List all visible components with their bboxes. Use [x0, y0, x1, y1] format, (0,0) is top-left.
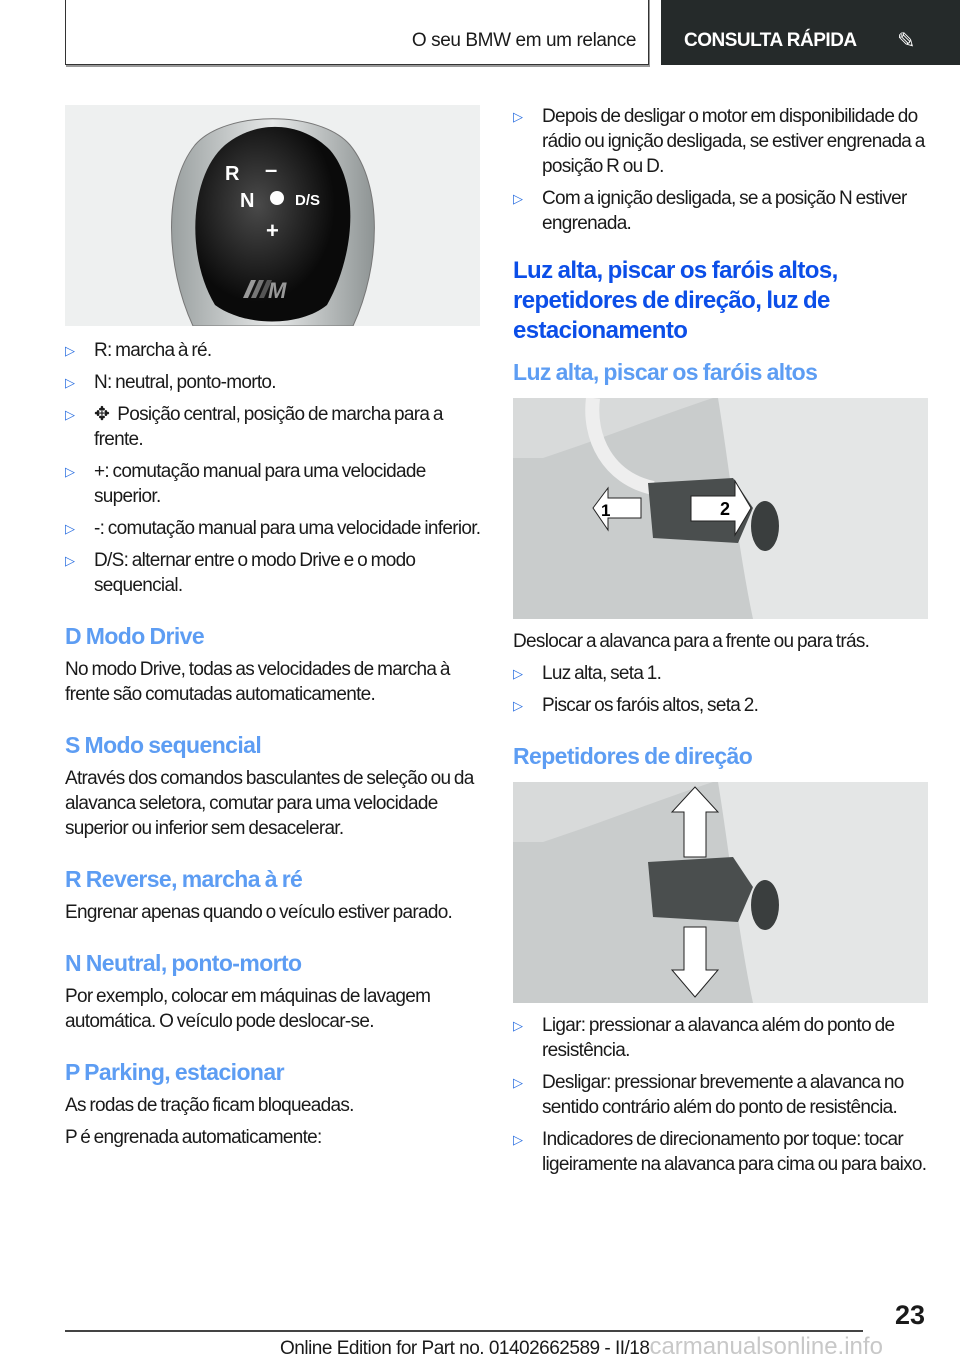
arrow-down-icon	[672, 927, 718, 997]
footer-divider	[65, 1330, 863, 1332]
bullet-triangle-icon: ▷	[513, 1018, 523, 1033]
left-column	[65, 105, 485, 1150]
paragraph: No modo Drive, todas as velocidades de marcha à frente são comutadas automaticamente.	[65, 659, 450, 705]
header-box	[65, 0, 649, 65]
section-heading: Repetidores de direção	[513, 743, 753, 769]
knob-plus-label: +	[266, 218, 279, 243]
list-item	[65, 459, 485, 509]
list-item	[513, 1013, 943, 1063]
list-item	[513, 661, 943, 686]
paragraph: Através dos comandos basculantes de seleção ou da alavanca seletora, comutar para uma velocidade superior ou inferior sem desacelerar.	[65, 768, 474, 839]
edition-text: Online Edition for Part no. 01402662589 - II/18	[280, 1338, 650, 1359]
section-heading: R Reverse, marcha à ré	[65, 866, 303, 892]
bullet-triangle-icon: ▷	[513, 666, 523, 681]
bullet-triangle-icon: ▷	[65, 375, 75, 390]
bullet-triangle-icon: ▷	[513, 109, 523, 124]
svg-text:M: M	[268, 278, 287, 303]
paragraph: As rodas de tração ficam bloqueadas.	[65, 1095, 354, 1116]
high-beam-stalk-image	[513, 398, 928, 619]
section-heading: D Modo Drive	[65, 623, 205, 649]
paragraph: Por exemplo, colocar em máquinas de lavagem automática. O veículo pode deslocar-se.	[65, 986, 431, 1032]
bullet-triangle-icon: ▷	[513, 191, 523, 206]
section-heading: S Modo sequencial	[65, 732, 262, 758]
tab-label: CONSULTA RÁPIDA	[684, 30, 857, 51]
section-heading: N Neutral, ponto-morto	[65, 950, 302, 976]
list-item	[513, 1070, 943, 1120]
list-item-text: Indicadores de direcionamento por toque: tocar ligeiramente na alavanca para cima ou para baixo.	[542, 1129, 927, 1175]
main-heading: Luz alta, piscar os faróis altos, repetidores de direção, luz de estacionamento	[513, 257, 838, 344]
list-item-text: R: marcha à ré.	[94, 340, 212, 361]
list-item-text: Depois de desligar o motor em disponibilidade do rádio ou ignição desligada, se estiver engrenada a posição R ou D.	[542, 106, 925, 177]
list-item-text: Posição central, posição de marcha para a frente.	[94, 404, 443, 450]
gear-selector-image	[65, 105, 480, 326]
arrow-up-icon	[672, 787, 718, 857]
list-item-text: Ligar: pressionar a alavanca além do ponto de resistência.	[542, 1015, 895, 1061]
watermark: carmanualsonline.info	[649, 1333, 883, 1360]
list-item	[513, 1127, 943, 1177]
knob-r-label: R	[225, 163, 240, 185]
knob-minus-label: –	[265, 157, 278, 182]
list-item	[65, 402, 485, 452]
bullet-triangle-icon: ▷	[65, 343, 75, 358]
bullet-triangle-icon: ▷	[65, 464, 75, 479]
list-item-text: D/S: alternar entre o modo Drive e o modo sequencial.	[94, 550, 416, 596]
section-heading: P Parking, estacionar	[65, 1059, 284, 1085]
arrow-1-icon	[593, 488, 641, 530]
bullet-triangle-icon: ▷	[513, 1132, 523, 1147]
list-item	[513, 186, 943, 236]
list-item	[65, 338, 485, 363]
right-column	[513, 104, 943, 1177]
svg-text:1: 1	[601, 501, 611, 520]
list-item	[65, 370, 485, 395]
list-item	[65, 516, 485, 541]
svg-text:2: 2	[720, 499, 731, 519]
knob-n-label: N	[240, 190, 255, 212]
footer-edition	[280, 1333, 883, 1361]
bullet-triangle-icon: ▷	[65, 521, 75, 536]
list-item-text: Luz alta, seta 1.	[542, 663, 662, 684]
list-item-text: -: comutação manual para uma velocidade inferior.	[94, 518, 481, 539]
paragraph: Engrenar apenas quando o veículo estiver parado.	[65, 902, 453, 923]
list-item-text: N: neutral, ponto-morto.	[94, 372, 276, 393]
section-title: O seu BMW em um relance	[411, 30, 636, 51]
bullet-triangle-icon: ▷	[65, 407, 75, 422]
bullet-triangle-icon: ▷	[513, 1075, 523, 1090]
list-item	[513, 104, 943, 179]
page-number: 23	[895, 1300, 926, 1330]
bullet-triangle-icon: ▷	[513, 698, 523, 713]
list-item	[513, 693, 943, 718]
list-item-text: Piscar os faróis altos, seta 2.	[542, 695, 759, 716]
paragraph: P é engrenada automaticamente:	[65, 1127, 322, 1148]
bullet-triangle-icon: ▷	[65, 553, 75, 568]
list-item	[65, 548, 485, 598]
turn-signal-stalk-image	[513, 782, 928, 1003]
center-position-icon: ✥	[94, 404, 110, 425]
section-heading: Luz alta, piscar os faróis altos	[513, 359, 818, 385]
list-item-text: Com a ignição desligada, se a posição N estiver engrenada.	[542, 188, 907, 234]
knob-ds-label: D/S	[295, 192, 321, 209]
pushpin-icon: ✎	[897, 28, 916, 53]
paragraph: Deslocar a alavanca para a frente ou para trás.	[513, 631, 870, 652]
list-item-text: Desligar: pressionar brevemente a alavanca no sentido contrário além do ponto de resistência.	[542, 1072, 904, 1118]
quick-reference-tab[interactable]	[661, 0, 960, 65]
center-position-icon	[270, 191, 284, 205]
list-item-text: +: comutação manual para uma velocidade superior.	[94, 461, 426, 507]
